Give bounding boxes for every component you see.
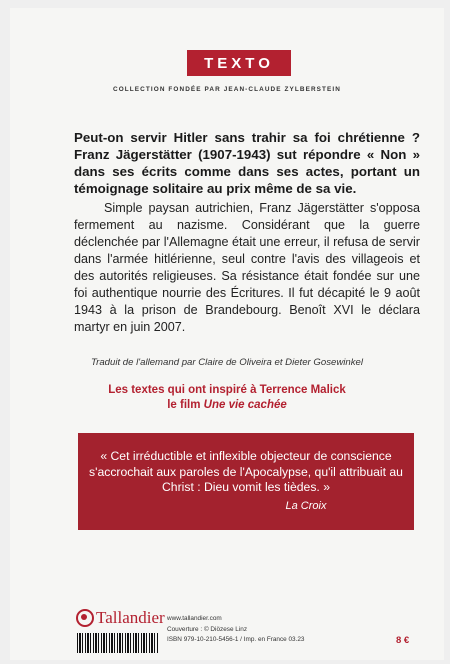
publisher-mark-icon (76, 609, 94, 627)
website: www.tallandier.com (167, 615, 222, 622)
translator-credit: Traduit de l'allemand par Claire de Oliveira et Dieter Gosewinkel (91, 357, 363, 368)
back-cover (10, 8, 444, 660)
inspired-line-1: Les textes qui ont inspiré à Terrence Malick (108, 384, 346, 396)
film-title: Une vie cachée (203, 399, 287, 411)
cover-credit: Couverture : © Diözese Linz (167, 625, 248, 633)
inspired-line-2 (10, 398, 444, 413)
imprint-info (167, 614, 304, 646)
inspired-line-2-prefix: le film (167, 399, 204, 411)
lead-paragraph: Peut-on servir Hitler sans trahir sa foi chrétienne ? Franz Jägerstätter (1907-1943) sut répondre « Non » dans ses écrits comme dans ses actes, portant un témoignage solitaire au prix même de sa vie. (74, 130, 420, 196)
barcode-icon (77, 633, 159, 653)
review-quote (78, 433, 414, 530)
summary-paragraph: Simple paysan autrichien, Franz Jägerstätter s'opposa fermement au nazisme. Considérant que la guerre déclenchée par l'Allemagne était une erreur, il refusa de servir dans l'armée hitlérienne, seul contre l'avis des villageois et des autorités religieuses. Sa résistance était fondée sur une foi authentique nourrie des Écritures. Il fut décapité le 9 août 1943 à la prison de Brandebourg. Benoît XVI le déclara martyr en juin 2007. (74, 201, 420, 334)
inspired-by (10, 383, 444, 413)
quote-text: « Cet irréductible et inflexible objecteur de conscience s'accrochait aux paroles de l'Apocalypse, qu'il attribuait au Christ : Dieu vomit les tièdes. » (89, 449, 403, 494)
summary (74, 200, 420, 336)
quote-source: La Croix (285, 499, 327, 512)
collection-line: COLLECTION FONDÉE PAR JEAN-CLAUDE ZYLBERSTEIN (113, 86, 341, 93)
publisher-name: Tallandier (96, 608, 165, 627)
series-logo: TEXTO (187, 50, 291, 76)
price: 8 € (396, 635, 410, 646)
isbn-line: ISBN 979-10-210-5456-1 / Imp. en France 03.23 (167, 636, 305, 643)
publisher-logo (76, 608, 165, 628)
